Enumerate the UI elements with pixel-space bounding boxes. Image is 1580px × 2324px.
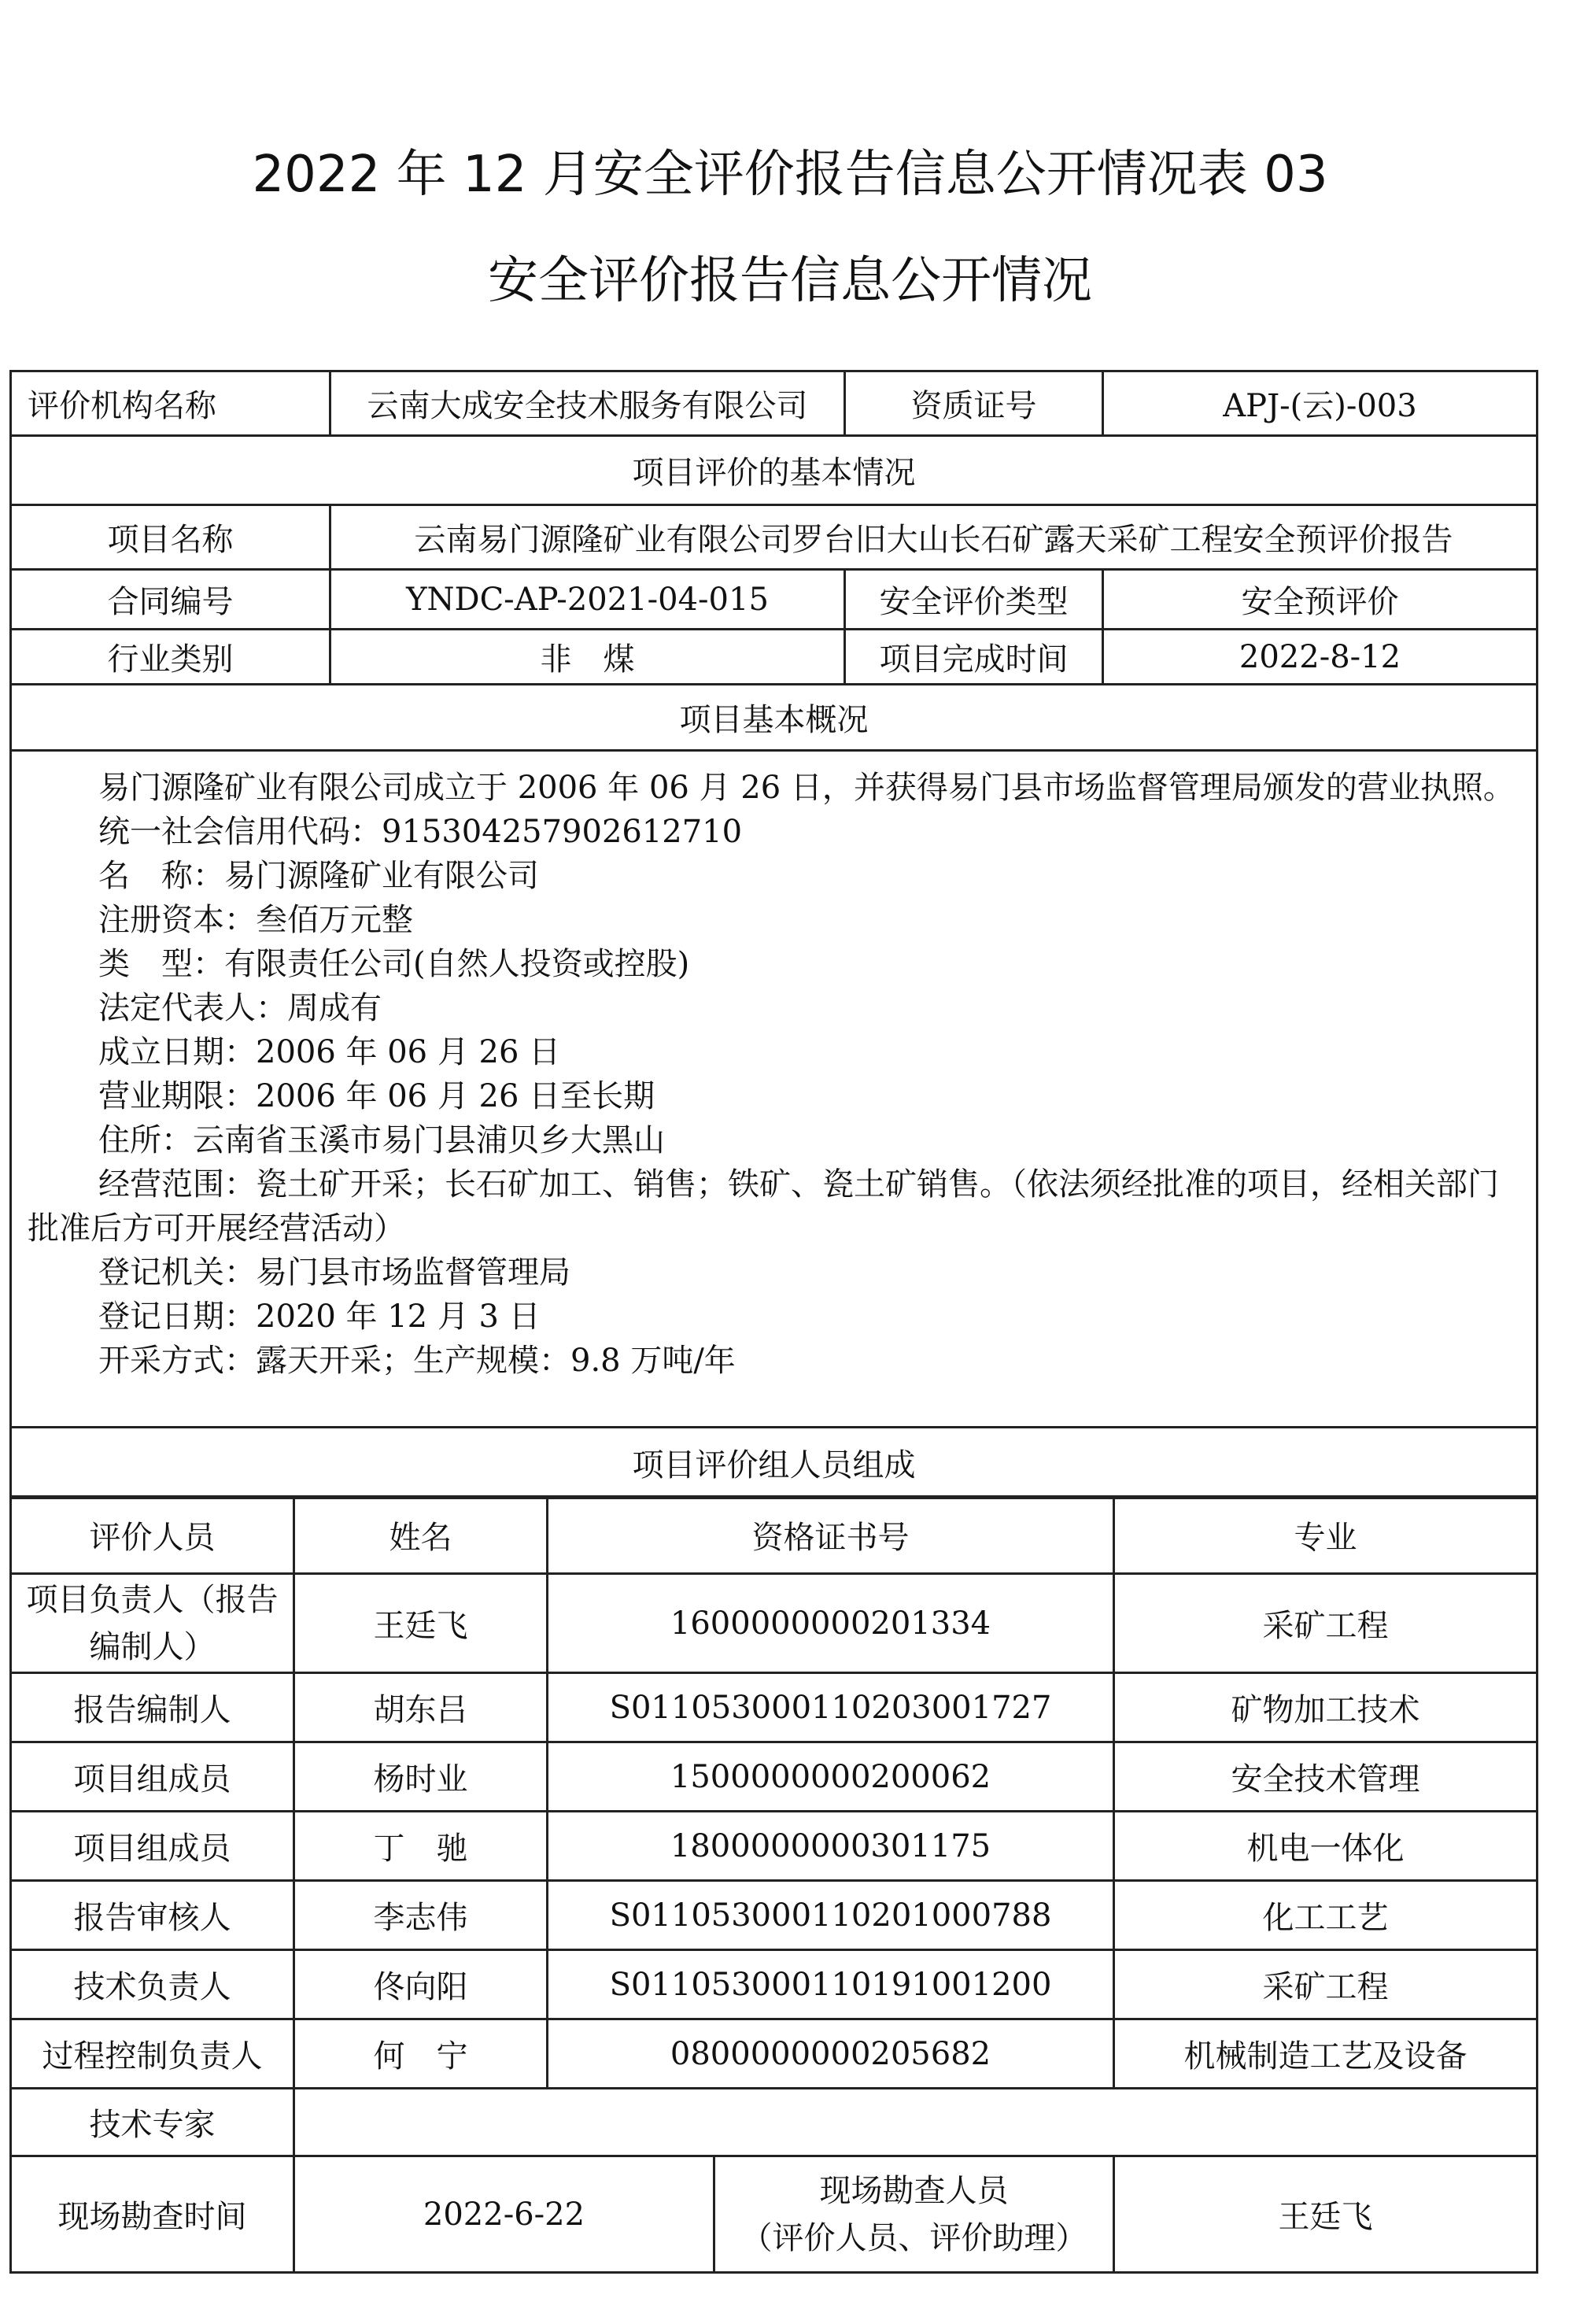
table-row [11,1881,1538,1950]
overview-section-header: 项目基本概况 [11,685,1538,751]
table-row [11,1673,1538,1742]
complete-time-value: 2022-8-12 [1103,630,1538,685]
overview-line: 登记日期：2020 年 12 月 3 日 [98,1299,541,1335]
staff-name: 何 宁 [294,2019,548,2089]
page-subtitle: 安全评价报告信息公开情况 [488,252,1092,310]
staff-role: 项目组成员 [11,1742,294,1812]
project-info-table [9,370,1538,1499]
table-row [11,2019,1538,2089]
table-row [11,1574,1538,1673]
staff-major: 化工工艺 [1114,1881,1538,1950]
org-value: 云南大成安全技术服务有限公司 [330,371,845,436]
header-role: 评价人员 [11,1497,294,1574]
staff-major: 采矿工程 [1114,1574,1538,1673]
overview-line: 统一社会信用代码：915304257902612710 [98,814,743,850]
industry-value: 非 煤 [330,630,845,685]
staff-table [9,1495,1538,2274]
complete-time-label: 项目完成时间 [845,630,1103,685]
survey-staff-label-line1: 现场勘查人员 [819,2172,1009,2209]
staff-major: 矿物加工技术 [1114,1673,1538,1742]
page-title: 2022 年 12 月安全评价报告信息公开情况表 03 [252,146,1328,204]
header-cert: 资格证书号 [548,1497,1114,1574]
staff-role: 报告审核人 [11,1881,294,1950]
industry-label: 行业类别 [11,630,330,685]
staff-cert: 0800000000205682 [548,2019,1114,2089]
overview-line: 开采方式：露天开采；生产规模：9.8 万吨/年 [98,1343,736,1379]
overview-line: 易门源隆矿业有限公司成立于 2006 年 06 月 26 日，并获得易门县市场监督管理局颁发的营业执照。 [98,770,1515,806]
eval-type-value: 安全预评价 [1103,570,1538,630]
header-major: 专业 [1114,1497,1538,1574]
header-name: 姓名 [294,1497,548,1574]
overview-line: 成立日期：2006 年 06 月 26 日 [98,1034,561,1070]
staff-major: 机电一体化 [1114,1812,1538,1881]
staff-cert: 1800000000301175 [548,1812,1114,1881]
table-row [11,1950,1538,2019]
overview-line: 法定代表人：周成有 [98,990,382,1026]
staff-name: 杨时业 [294,1742,548,1812]
staff-cert: S011053000110201000788 [548,1881,1114,1950]
overview-line: 经营范围：瓷土矿开采；长石矿加工、销售；铁矿、瓷土矿销售。（依法须经批准的项目，经相关部门批准后方可开展经营活动） [28,1166,1499,1247]
survey-staff-label-line2: （评价人员、评价助理） [740,2219,1087,2256]
survey-staff-label [714,2156,1114,2273]
cert-label: 资质证号 [845,371,1103,436]
staff-name: 李志伟 [294,1881,548,1950]
staff-cert: 1600000000201334 [548,1574,1114,1673]
project-name-label: 项目名称 [11,505,330,570]
staff-role: 技术负责人 [11,1950,294,2019]
table-row [11,1742,1538,1812]
eval-type-label: 安全评价类型 [845,570,1103,630]
staff-name: 丁 驰 [294,1812,548,1881]
staff-cert: 1500000000200062 [548,1742,1114,1812]
survey-time-label: 现场勘查时间 [11,2156,294,2273]
project-name-value: 云南易门源隆矿业有限公司罗台旧大山长石矿露天采矿工程安全预评价报告 [330,505,1538,570]
overview-line: 名 称：易门源隆矿业有限公司 [98,858,539,894]
overview-line: 住所：云南省玉溪市易门县浦贝乡大黑山 [98,1122,665,1158]
basic-section-header: 项目评价的基本情况 [11,436,1538,505]
staff-name: 佟向阳 [294,1950,548,2019]
survey-staff-value: 王廷飞 [1114,2156,1538,2273]
staff-role: 过程控制负责人 [11,2019,294,2089]
table-row [11,1812,1538,1881]
contract-label: 合同编号 [11,570,330,630]
contract-value: YNDC-AP-2021-04-015 [330,570,845,630]
staff-cert: S011053000110191001200 [548,1950,1114,2019]
overview-line: 营业期限：2006 年 06 月 26 日至长期 [98,1078,655,1114]
staff-cert: S011053000110203001727 [548,1673,1114,1742]
staff-role: 项目负责人（报告编制人） [11,1574,294,1673]
overview-line: 注册资本：叁佰万元整 [98,902,413,938]
staff-major: 机械制造工艺及设备 [1114,2019,1538,2089]
overview-text [11,751,1538,1428]
cert-value: APJ-(云)-003 [1103,371,1538,436]
staff-major: 采矿工程 [1114,1950,1538,2019]
expert-label: 技术专家 [11,2089,294,2156]
staff-role: 报告编制人 [11,1673,294,1742]
expert-value [294,2089,1538,2156]
staff-role: 项目组成员 [11,1812,294,1881]
overview-line: 类 型：有限责任公司(自然人投资或控股) [98,946,690,982]
survey-time-value: 2022-6-22 [294,2156,714,2273]
staff-name: 王廷飞 [294,1574,548,1673]
staff-name: 胡东吕 [294,1673,548,1742]
staff-major: 安全技术管理 [1114,1742,1538,1812]
staff-section-header: 项目评价组人员组成 [11,1428,1538,1498]
org-label: 评价机构名称 [11,371,330,436]
overview-line: 登记机关：易门县市场监督管理局 [98,1254,570,1291]
